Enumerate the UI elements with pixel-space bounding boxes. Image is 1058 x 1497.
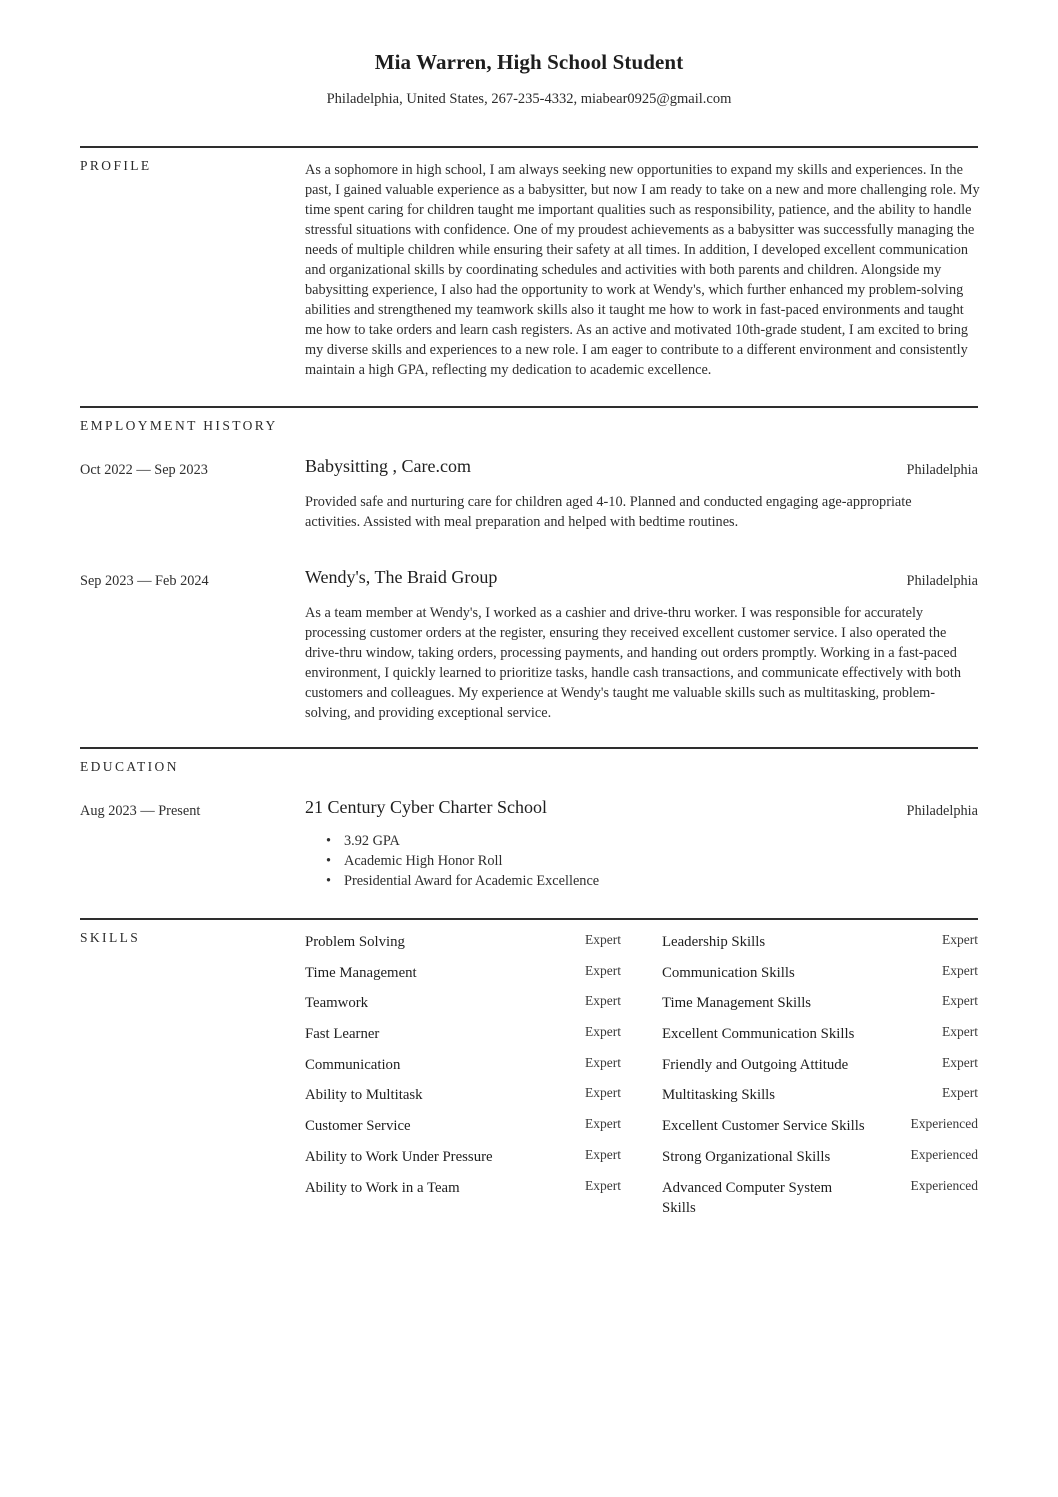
skill-name: Excellent Communication Skills [662, 1026, 855, 1043]
skill-name: Communication Skills [662, 964, 795, 981]
skill-row [305, 1053, 621, 1084]
skill-level: Expert [585, 1085, 621, 1101]
skill-row [305, 1176, 621, 1207]
skill-name: Excellent Customer Service Skills [662, 1118, 865, 1135]
skill-level: Expert [942, 962, 978, 978]
candidate-name: Mia Warren, High School Student [374, 50, 684, 74]
skill-level: Experienced [910, 1177, 978, 1193]
skill-row [662, 961, 978, 992]
skill-level: Expert [585, 1024, 621, 1040]
skill-row [305, 991, 621, 1022]
entry-title: 21 Century Cyber Charter School [305, 797, 547, 817]
skill-level: Expert [942, 993, 978, 1009]
section-heading-skills: SKILLS [80, 930, 141, 945]
skill-level: Expert [942, 1024, 978, 1040]
skill-row [662, 1053, 978, 1084]
skill-row [305, 1145, 621, 1176]
skill-level: Expert [585, 993, 621, 1009]
skill-row [662, 991, 978, 1022]
skill-level: Expert [585, 962, 621, 978]
profile-section [80, 146, 978, 398]
skill-name: Time Management Skills [662, 995, 812, 1012]
skills-column-left [305, 930, 621, 1206]
section-heading-profile: PROFILE [80, 158, 152, 173]
education-section [80, 747, 978, 909]
skill-name: Problem Solving [305, 934, 405, 950]
skill-name: Time Management [305, 964, 417, 981]
skill-name: Customer Service [305, 1118, 411, 1135]
section-heading-employment: EMPLOYMENT HISTORY [80, 418, 278, 433]
skill-row [662, 1022, 978, 1053]
skill-level: Experienced [910, 1116, 978, 1132]
skill-row [662, 930, 978, 961]
skill-name: Strong Organizational Skills [662, 1148, 831, 1165]
entry-description: Provided safe and nurturing care for children aged 4-10. Planned and conducted engaging age-appropriate activities. Assisted with meal preparation and helped with bedtime routines. [305, 494, 912, 530]
skill-name: Teamwork [305, 995, 369, 1012]
bullet-item: • Academic High Honor Roll [344, 851, 599, 871]
skill-name: Multitasking Skills [662, 1087, 776, 1104]
skill-name: Ability to Multitask [305, 1087, 423, 1104]
skill-name: Friendly and Outgoing Attitude [662, 1056, 849, 1073]
employment-section [80, 406, 978, 738]
skill-level: Expert [942, 932, 978, 947]
skill-name: Ability to Work Under Pressure [305, 1148, 493, 1165]
entry-dates: Aug 2023 — Present [80, 803, 201, 819]
skill-level: Expert [942, 1054, 978, 1070]
skill-level: Expert [585, 1146, 621, 1162]
skill-row [305, 930, 621, 961]
skill-level: Expert [585, 1177, 621, 1193]
entry-description: As a team member at Wendy's, I worked as a cashier and drive-thru worker. I was responsible for accurately processing customer orders at the register, ensuring they received excellent customer service. I also operated the drive-thru window, taking orders, processing payments, and handing out orders promptly. Working in a fast-paced environment, I quickly learned to prioritize tasks, handle cash transactions, and communicate effectively with both customers and colleagues. My experience at Wendy's taught me valuable skills such as multitasking, problem-solving, and providing exceptional service. [305, 605, 961, 721]
skill-level: Expert [585, 1116, 621, 1132]
profile-text: As a sophomore in high school, I am always seeking new opportunities to expand my skills and experiences. In the past, I gained valuable experience as a babysitter, but now I am ready to take on a new and more challenging role. My time spent caring for children taught me important qualities such as responsibility, patience, and the ability to handle stressful situations with confidence. One of my proudest achievements as a babysitter was successfully managing the needs of multiple children while ensuring their safety at all times. In addition, I developed excellent communication and organizational skills by coordinating schedules and activities with both parents and children. Alongside my babysitting experience, I also had the opportunity to work at Wendy's, which further enhanced my problem-solving abilities and strengthened my teamwork skills also it taught me how to work in fast-paced environments and taught me how to take orders and learn cash registers. As an active and motivated 10th-grade student, I am excited to bring my diverse skills and experiences to a new role. I am eager to contribute to a different environment and consistently maintain a high GPA, reflecting my dedication to academic excellence. [305, 162, 980, 378]
skill-row [662, 1083, 978, 1114]
skill-row [305, 1083, 621, 1114]
skill-row [662, 1114, 978, 1145]
section-heading-education: EDUCATION [80, 759, 179, 774]
entry-city: Philadelphia [906, 573, 978, 589]
entry-city: Philadelphia [906, 462, 978, 478]
skill-name: Advanced Computer System Skills [662, 1179, 833, 1216]
skill-level: Experienced [910, 1146, 978, 1162]
entry-dates: Sep 2023 — Feb 2024 [80, 573, 209, 589]
entry-city: Philadelphia [906, 803, 978, 819]
contact-info: Philadelphia, United States, 267-235-4332, miabear0925@gmail.com [326, 91, 732, 107]
skills-section [80, 918, 978, 1220]
entry-title: Babysitting , Care.com [305, 456, 471, 476]
entry-dates: Oct 2022 — Sep 2023 [80, 462, 208, 478]
skill-name: Communication [305, 1056, 401, 1073]
skill-name: Fast Learner [305, 1026, 380, 1043]
entry-title: Wendy's, The Braid Group [305, 567, 498, 587]
skill-row [662, 1145, 978, 1176]
bullet-item: • Presidential Award for Academic Excellence [344, 871, 599, 891]
skills-column-right [662, 930, 978, 1216]
skill-row [305, 1114, 621, 1145]
resume-header [0, 50, 1058, 108]
skill-level: Expert [585, 932, 621, 947]
skill-row [305, 1022, 621, 1053]
skill-name: Leadership Skills [662, 934, 766, 950]
skill-level: Expert [585, 1054, 621, 1070]
skill-row [305, 961, 621, 992]
skill-name: Ability to Work in a Team [305, 1179, 460, 1196]
education-bullets [305, 831, 599, 891]
skill-row [662, 1176, 978, 1216]
bullet-item: • 3.92 GPA [344, 831, 599, 851]
skill-level: Expert [942, 1085, 978, 1101]
